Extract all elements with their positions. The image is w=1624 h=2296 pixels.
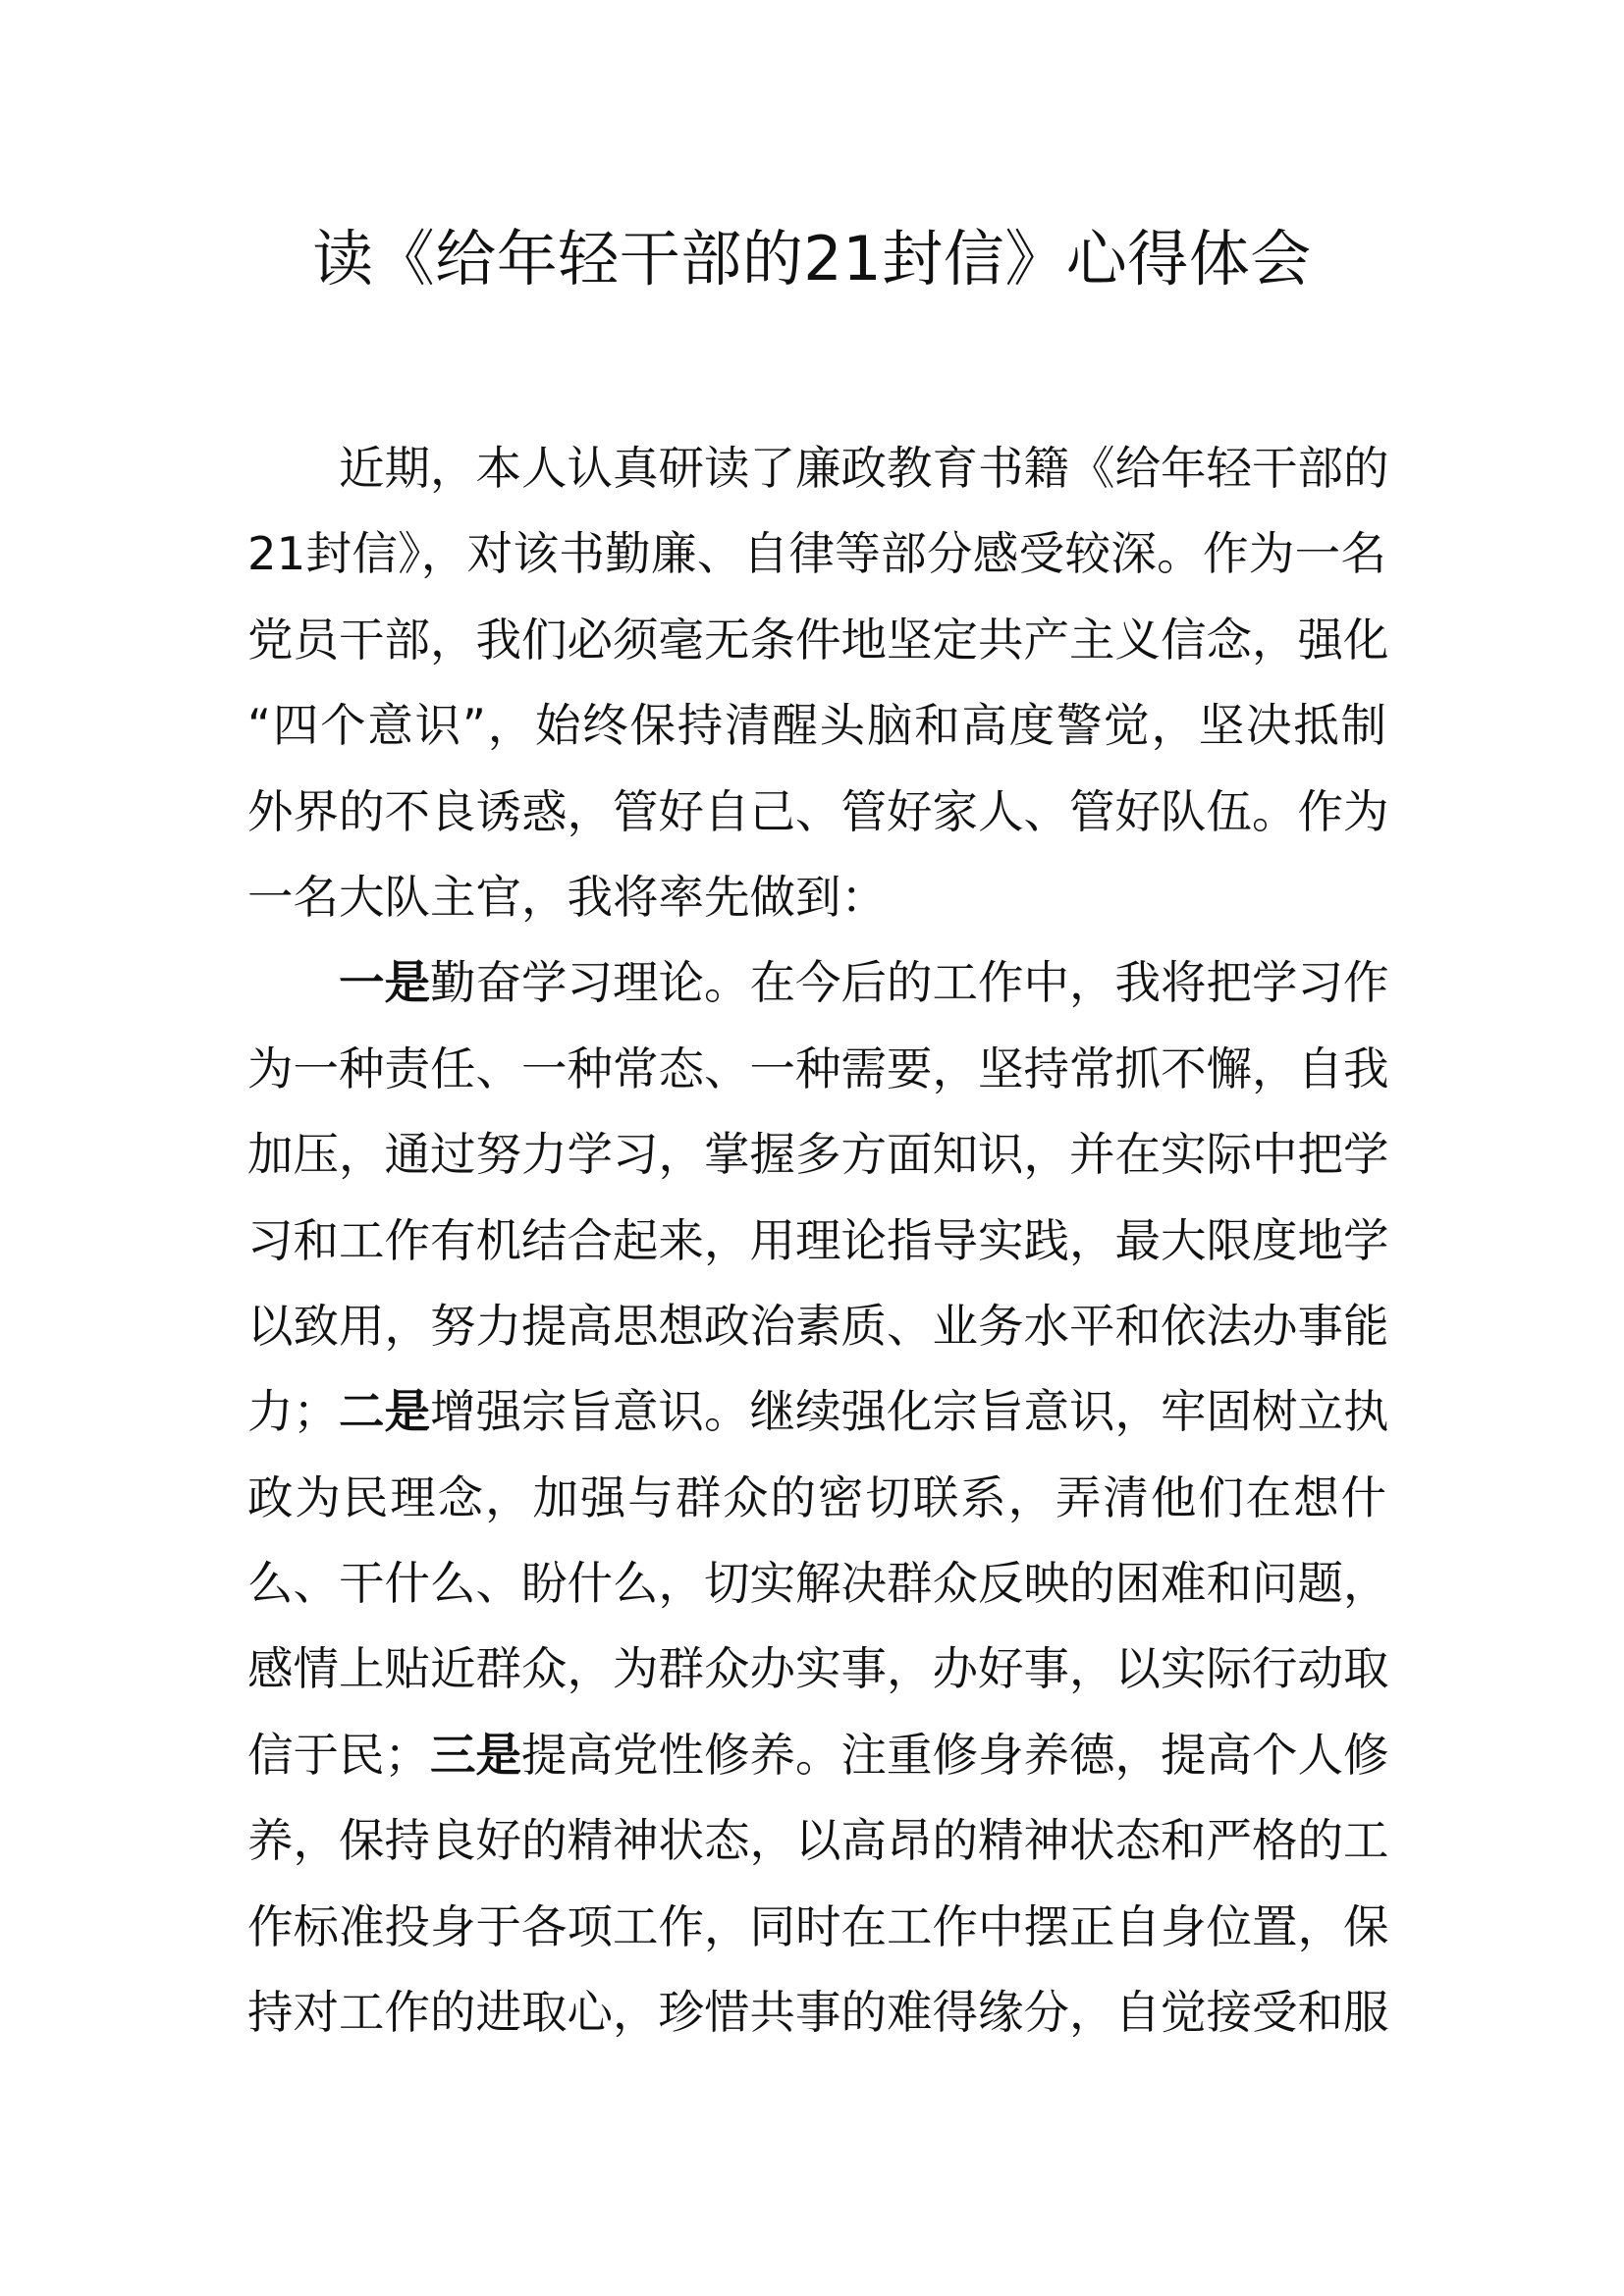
text-segment: 外界的不良诱惑，管好自己、管好家人、管好队伍。作为 xyxy=(247,784,1389,838)
body-line xyxy=(247,683,1386,769)
body-line xyxy=(247,1885,1389,1970)
body-line xyxy=(247,1199,1389,1284)
text-segment: 以致用，努力提高思想政治素质、业务水平和依法办事能 xyxy=(247,1299,1389,1353)
body-line xyxy=(247,940,1389,1026)
text-segment: “四个意识”，始终保持清醒头脑和高度警觉，坚决抵制 xyxy=(247,699,1386,753)
text-segment: 党员干部，我们必须毫无条件地坚定共产主义信念，强化 xyxy=(247,613,1389,667)
text-segment: 力； xyxy=(247,1385,339,1439)
text-segment: 习和工作有机结合起来，用理论指导实践，最大限度地学 xyxy=(247,1213,1389,1267)
body-line xyxy=(247,1112,1389,1198)
body-line xyxy=(247,1713,1389,1798)
bold-keyword: 二是 xyxy=(339,1385,430,1439)
bold-keyword: 一是 xyxy=(339,956,430,1010)
document-title: 读《给年轻干部的21封信》心得体会 xyxy=(312,223,1312,294)
document-body xyxy=(247,426,1389,2056)
text-segment: 持对工作的进取心，珍惜共事的难得缘分，自觉接受和服 xyxy=(247,1986,1389,2040)
text-segment: 一名大队主官，我将率先做到： xyxy=(247,870,887,924)
body-line xyxy=(247,511,1386,597)
text-segment: 为一种责任、一种常态、一种需要，坚持常抓不懈，自我 xyxy=(247,1041,1389,1095)
text-segment: 感情上贴近群众，为群众办实事，办好事，以实际行动取 xyxy=(247,1642,1389,1696)
text-segment: 21封信》，对该书勤廉、自律等部分感受较深。作为一名 xyxy=(247,527,1386,581)
body-line xyxy=(247,1970,1389,2056)
text-segment: 加压，通过努力学习，掌握多方面知识，并在实际中把学 xyxy=(247,1128,1389,1182)
body-line xyxy=(247,1027,1389,1112)
text-segment: 作标准投身于各项工作，同时在工作中摆正自身位置，保 xyxy=(247,1899,1389,1953)
body-line xyxy=(247,770,1389,855)
text-segment: 勤奋学习理论。在今后的工作中，我将把学习作 xyxy=(430,956,1389,1010)
body-line xyxy=(247,1456,1386,1541)
text-segment: 么、干什么、盼什么，切实解决群众反映的困难和问题， xyxy=(247,1557,1389,1611)
text-segment: 近期，本人认真研读了廉政教育书籍《给年轻干部的 xyxy=(339,442,1389,495)
body-line xyxy=(247,1369,1389,1455)
body-line xyxy=(247,855,1386,940)
text-segment: 政为民理念，加强与群众的密切联系，弄清他们在想什 xyxy=(247,1470,1386,1524)
body-line xyxy=(247,598,1389,683)
body-line xyxy=(247,426,1389,511)
text-segment: 养，保持良好的精神状态，以高昂的精神状态和严格的工 xyxy=(247,1814,1389,1868)
body-line xyxy=(247,1798,1389,1884)
body-line xyxy=(247,1627,1389,1712)
body-line xyxy=(247,1541,1389,1627)
body-line xyxy=(247,1284,1389,1369)
text-segment: 增强宗旨意识。继续强化宗旨意识，牢固树立执 xyxy=(430,1385,1389,1439)
text-segment: 信于民； xyxy=(247,1728,430,1782)
text-segment: 提高党性修养。注重修身养德，提高个人修 xyxy=(521,1728,1389,1782)
bold-keyword: 三是 xyxy=(430,1728,521,1782)
